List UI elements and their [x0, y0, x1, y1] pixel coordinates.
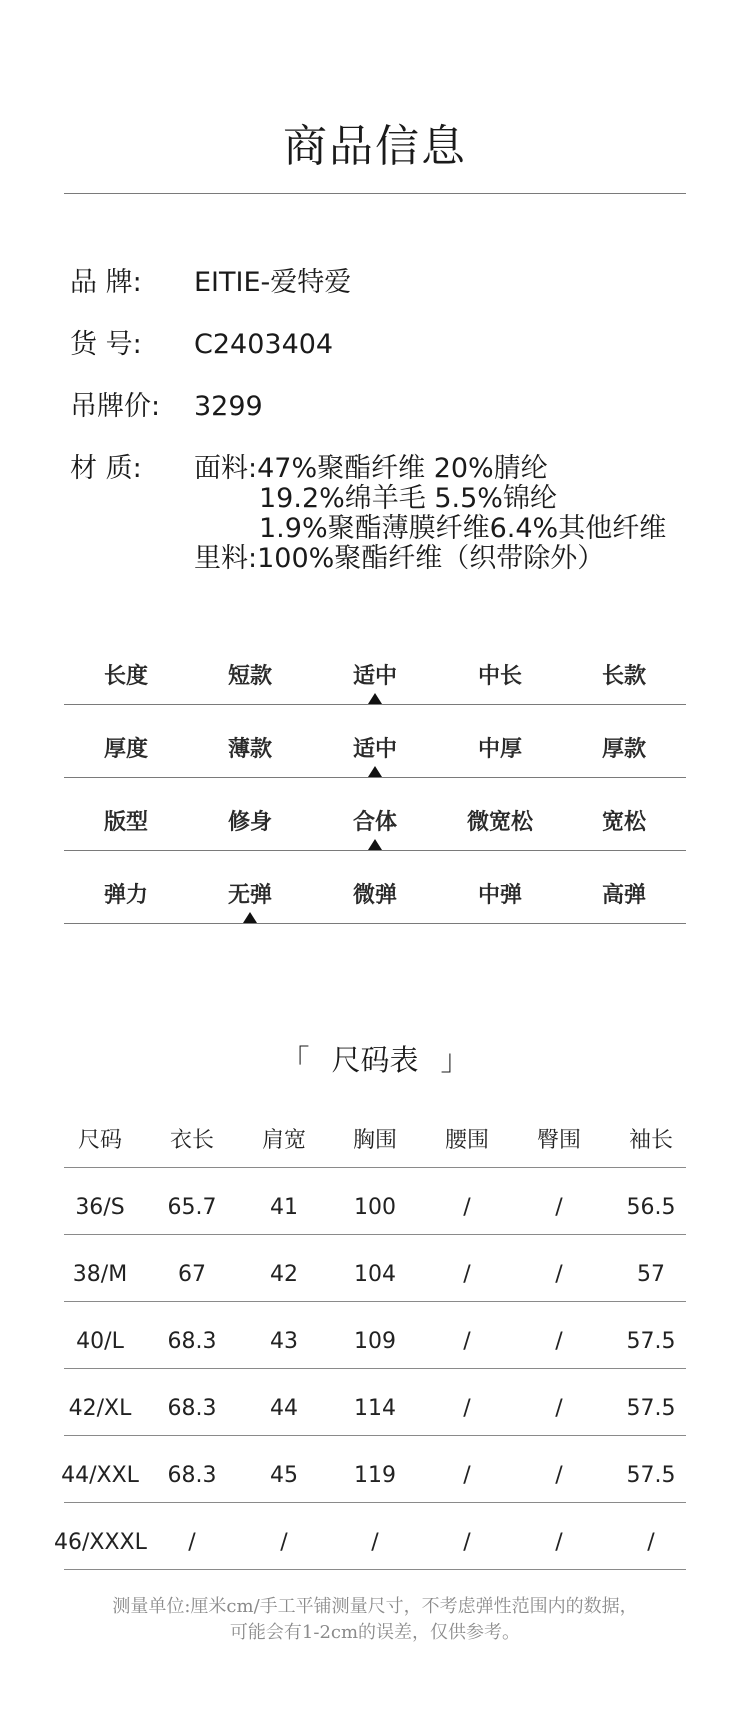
- selected-marker-icon: [368, 766, 382, 777]
- attribute-label: 长度: [103, 664, 148, 689]
- table-cell: 45: [270, 1463, 298, 1488]
- brand-label: 品 牌:: [70, 267, 142, 298]
- table-cell: 67: [178, 1262, 206, 1287]
- table-cell: /: [555, 1329, 563, 1354]
- table-cell: 109: [354, 1329, 396, 1354]
- material-line: 面料:47%聚酯纤维 20%腈纶: [194, 453, 548, 484]
- selected-marker-icon: [368, 839, 382, 850]
- page-title: 商品信息: [283, 121, 467, 172]
- attribute-option: 宽松: [601, 810, 646, 835]
- table-row: [64, 1249, 686, 1316]
- material-label: 材 质:: [70, 453, 142, 484]
- attribute-option: 中弹: [477, 883, 522, 908]
- attribute-option: 短款: [227, 664, 272, 689]
- table-cell: /: [463, 1530, 471, 1555]
- table-cell: 46/XXXL: [54, 1530, 147, 1555]
- attribute-row: [64, 874, 686, 947]
- brand-value: EITIE-爱特爱: [194, 267, 352, 298]
- attribute-option: 厚款: [601, 737, 646, 762]
- table-cell: 38/M: [72, 1262, 128, 1287]
- table-cell: 44: [270, 1396, 298, 1421]
- attribute-label: 弹力: [103, 883, 148, 908]
- table-cell: /: [647, 1530, 655, 1555]
- table-cell: 100: [354, 1195, 396, 1220]
- attribute-option: 修身: [227, 810, 272, 835]
- table-header-cell: 肩宽: [261, 1128, 306, 1153]
- table-cell: 40/L: [76, 1329, 124, 1354]
- table-row-divider: [64, 1234, 686, 1235]
- size-table-heading: 尺码表: [331, 1043, 419, 1077]
- selected-marker-icon: [368, 693, 382, 704]
- attribute-option: 中厚: [477, 737, 522, 762]
- table-header-cell: 尺码: [77, 1128, 122, 1153]
- table-cell: /: [555, 1530, 563, 1555]
- table-cell: /: [463, 1329, 471, 1354]
- table-cell: 68.3: [167, 1463, 217, 1488]
- table-row-divider: [64, 1435, 686, 1436]
- table-header-row: [64, 1115, 686, 1182]
- table-row: [64, 1316, 686, 1383]
- sku-row: [70, 330, 333, 360]
- attribute-divider: [64, 704, 686, 705]
- table-cell: /: [188, 1530, 196, 1555]
- attribute-option: 高弹: [601, 883, 646, 908]
- table-row: [64, 1182, 686, 1249]
- sku-value: C2403404: [194, 329, 334, 360]
- table-cell: 44/XXL: [61, 1463, 139, 1488]
- table-cell: 114: [354, 1396, 396, 1421]
- attribute-option: 中长: [477, 664, 522, 689]
- measurement-note: [0, 1594, 750, 1646]
- table-cell: /: [463, 1396, 471, 1421]
- bracket-close: 」: [440, 1043, 470, 1077]
- attribute-divider: [64, 850, 686, 851]
- attribute-option: 无弹: [227, 883, 272, 908]
- table-row: [64, 1383, 686, 1450]
- table-cell: /: [555, 1262, 563, 1287]
- material-row: [70, 454, 710, 574]
- table-header-cell: 臀围: [536, 1128, 581, 1153]
- attribute-option: 微弹: [352, 883, 397, 908]
- attribute-option: 微宽松: [466, 810, 533, 835]
- table-row: [61, 1450, 686, 1517]
- table-cell: /: [555, 1195, 563, 1220]
- table-cell: 68.3: [167, 1329, 217, 1354]
- attribute-label: 版型: [103, 810, 148, 835]
- table-cell: 57.5: [626, 1396, 676, 1421]
- table-row-divider: [64, 1502, 686, 1503]
- table-cell: 57: [637, 1262, 665, 1287]
- size-table-title: [0, 1038, 750, 1079]
- attribute-row: [64, 655, 686, 728]
- table-cell: /: [463, 1463, 471, 1488]
- table-row-divider: [64, 1368, 686, 1369]
- table-cell: /: [280, 1530, 288, 1555]
- title-divider: [64, 193, 686, 194]
- table-cell: 42: [270, 1262, 298, 1287]
- attribute-option: 长款: [601, 664, 646, 689]
- attribute-divider: [64, 923, 686, 924]
- brand-row: [70, 268, 710, 298]
- bracket-open: 「: [280, 1043, 310, 1077]
- attribute-option: 薄款: [227, 737, 272, 762]
- attribute-option: 适中: [352, 737, 397, 762]
- table-cell: 65.7: [167, 1195, 217, 1220]
- selected-marker-icon: [243, 912, 257, 923]
- table-row-divider: [64, 1569, 686, 1570]
- attribute-divider: [64, 777, 686, 778]
- table-header-cell: 衣长: [169, 1128, 214, 1153]
- table-cell: /: [463, 1262, 471, 1287]
- table-header-cell: 胸围: [352, 1128, 397, 1153]
- table-cell: 42/XL: [68, 1396, 132, 1421]
- table-header-cell: 袖长: [628, 1128, 673, 1153]
- table-header-cell: 腰围: [444, 1128, 489, 1153]
- table-row-divider: [64, 1167, 686, 1168]
- price-label: 吊牌价:: [70, 391, 161, 422]
- table-cell: 36/S: [75, 1195, 125, 1220]
- sku-label: 货 号:: [70, 329, 142, 360]
- table-cell: /: [555, 1463, 563, 1488]
- attribute-option: 合体: [352, 810, 397, 835]
- note-line: 测量单位:厘米cm/手工平铺测量尺寸，不考虑弹性范围内的数据，: [112, 1596, 638, 1617]
- material-value: [194, 454, 710, 574]
- table-cell: 41: [270, 1195, 298, 1220]
- table-cell: /: [555, 1396, 563, 1421]
- attribute-option: 适中: [352, 664, 397, 689]
- table-cell: 43: [270, 1329, 298, 1354]
- table-cell: 119: [354, 1463, 396, 1488]
- table-cell: 57.5: [626, 1329, 676, 1354]
- product-info: [70, 267, 710, 574]
- price-value: 3299: [194, 391, 263, 422]
- table-cell: 104: [354, 1262, 396, 1287]
- table-row-divider: [64, 1301, 686, 1302]
- table-cell: 68.3: [167, 1396, 217, 1421]
- material-line: 19.2%绵羊毛 5.5%锦纶: [259, 483, 557, 514]
- note-line: 可能会有1-2cm的误差，仅供参考。: [229, 1622, 521, 1643]
- table-cell: 57.5: [626, 1463, 676, 1488]
- attribute-row: [64, 728, 686, 801]
- table-cell: 56.5: [626, 1195, 676, 1220]
- table-row: [54, 1517, 686, 1584]
- table-cell: /: [371, 1530, 379, 1555]
- attribute-label: 厚度: [103, 737, 148, 762]
- attribute-row: [64, 801, 686, 874]
- material-line: 1.9%聚酯薄膜纤维6.4%其他纤维: [259, 513, 667, 544]
- table-cell: /: [463, 1195, 471, 1220]
- material-line: 里料:100%聚酯纤维（织带除外）: [194, 543, 605, 574]
- price-row: [70, 392, 263, 422]
